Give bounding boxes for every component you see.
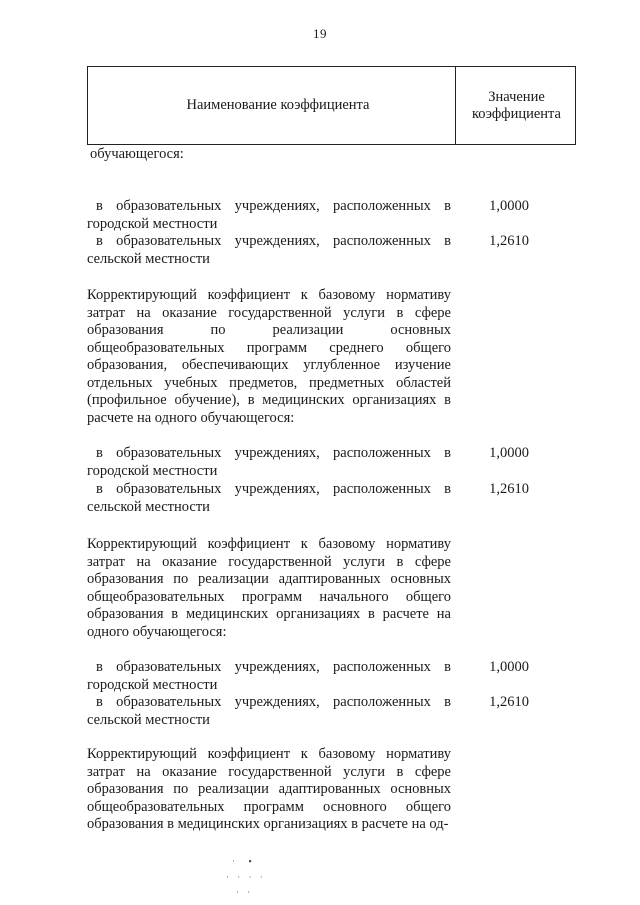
row-text: в образовательных учреждениях, расположенных в сельской местности xyxy=(87,233,451,267)
row-text: обучающегося: xyxy=(90,146,184,162)
row-text: Корректирующий коэффициент к базовому нормативу затрат на оказание государственной услуги в сфере образования по реализации основных общеобразовательных программ среднего общего образования, обеспечивающих углубленное изучение отдельных учебных предметов, предметных областей (профильное обучение), в медицинских организациях в расчете на одного обучающегося: xyxy=(87,287,451,426)
page-number: 19 xyxy=(313,26,327,41)
value-header-line1: Значение xyxy=(488,89,545,105)
row-value: 1,0000 xyxy=(489,198,529,214)
scan-artifact: · · xyxy=(236,887,254,897)
row-text: в образовательных учреждениях, расположенных в городской местности xyxy=(87,659,451,693)
row-text: Корректирующий коэффициент к базовому нормативу затрат на оказание государственной услуги в сфере образования по реализации адаптированных основных общеобразовательных программ начального общего образования в медицинских организациях в расчете на одного обучающегося: xyxy=(87,536,451,640)
scan-artifact: · · · · xyxy=(226,872,266,882)
row-text: в образовательных учреждениях, расположенных в сельской местности xyxy=(87,481,451,515)
row-value: 1,2610 xyxy=(489,481,529,497)
header-divider xyxy=(455,67,456,144)
row-value: 1,2610 xyxy=(489,694,529,710)
coefficient-value-header xyxy=(459,89,574,123)
row-text: в образовательных учреждениях, расположенных в городской местности xyxy=(87,445,451,479)
row-value: 1,0000 xyxy=(489,445,529,461)
row-text: Корректирующий коэффициент к базовому нормативу затрат на оказание государственной услуги в сфере образования по реализации адаптированных основных общеобразовательных программ основного общего образования в медицинских организациях в расчете на од- xyxy=(87,746,451,832)
row-text: в образовательных учреждениях, расположенных в городской местности xyxy=(87,198,451,232)
scan-artifact: · ▪ xyxy=(232,856,255,866)
table-header xyxy=(87,66,576,145)
row-value: 1,2610 xyxy=(489,233,529,249)
coefficient-name-header: Наименование коэффициента xyxy=(186,97,370,113)
row-text: в образовательных учреждениях, расположенных в сельской местности xyxy=(87,694,451,728)
value-header-line2: коэффициента xyxy=(471,106,561,122)
row-value: 1,0000 xyxy=(489,659,529,675)
